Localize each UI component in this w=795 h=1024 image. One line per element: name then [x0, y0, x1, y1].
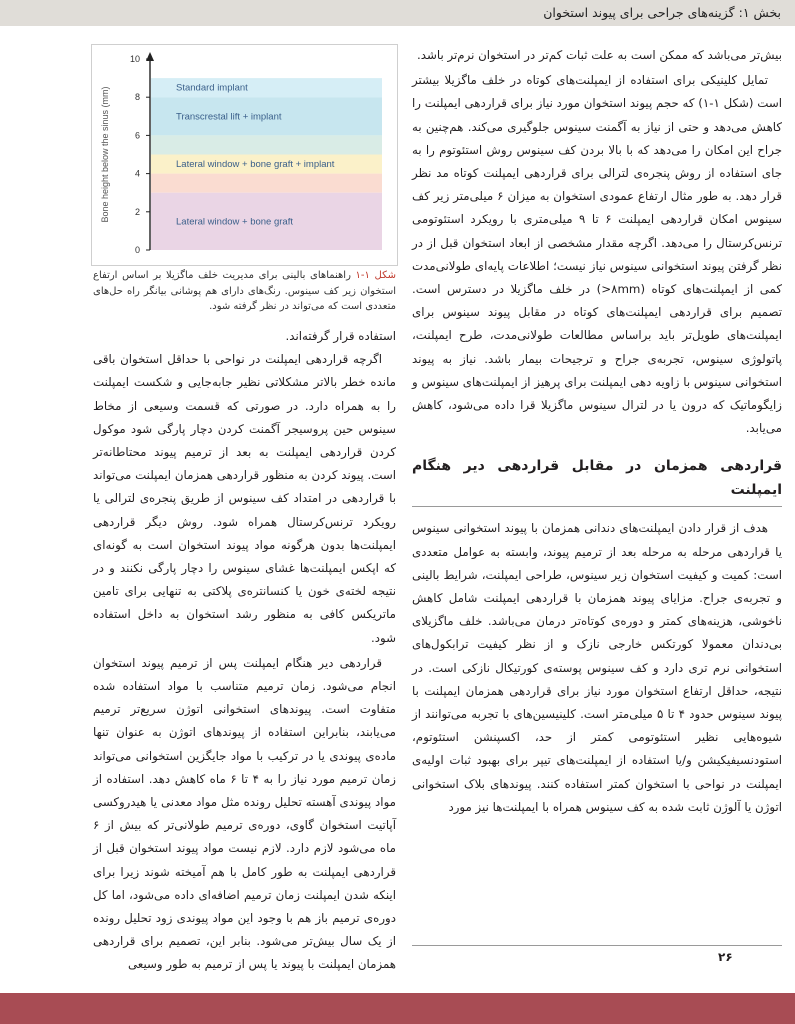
- footer-rule: [412, 945, 782, 946]
- right-column: [412, 44, 782, 819]
- section-heading: قراردهی همزمان در مقابل قراردهی دیر هنگام ایمپلنت: [412, 454, 782, 507]
- left-column: [93, 325, 396, 977]
- paragraph: اگرچه قراردهی ایمپلنت در نواحی با حداقل استخوان باقی مانده خطر بالاتر مشکلاتی نظیر جابه‌جایی و شکست ایمپلنت را به همراه دارد. در صورتی که قسمت وسیعی از مخاط سینوس حین پروسیجر آگمنت کردن دچار پارگی شود موکول کردن قراردهی ایمپلنت به بعد از ترمیم پیوند محتاطانه‌تر است. پیوند کردن به منظور قراردهی همزمان ایمپلنت می‌تواند با قراردهی در امتداد کف سینوس از طریق پنجره‌ی لترالی یا رویکرد ترنس‌کرستال همراه شود. روش دیگر قراردهی ایمپلنت‌ها بدون هرگونه مواد پیوند استخوان است به گونه‌ای که اپکس ایمپلنت‌ها غشای سینوس را دچار پارگی نکنند و در نتیجه لخته‌ی خون یا کنسانتره‌ی پلاکتی به تنهایی برای تامین ماتریکس کافی به منظور رشد استخوان به داخل استفاده شود.: [93, 352, 396, 645]
- bone-height-chart: [92, 45, 397, 265]
- band-label: Lateral window + bone graft: [176, 216, 293, 228]
- paragraph: قراردهی دیر هنگام ایمپلنت پس از ترمیم پیوند استخوان انجام می‌شود. زمان ترمیم متناسب با مواد استفاده شده متفاوت است. پیوندهای استخوانی اتوژن سریع‌تر ترمیم می‌یابند، بنابراین استفاده از پیوندهای اتوژن به عنوان تنها ماده‌ی پیوندی یا در ترکیب با مواد جایگزین استخوانی می‌تواند زمان ترمیم مورد نیاز را به ۴ تا ۶ ماه کاهش دهد. استفاده از مواد پیوندی آهسته تحلیل رونده مثل مواد معدنی یا هیدروکسی آپاتیت استخوان گاوی، دوره‌ی ترمیم طولانی‌تر که بیش از ۶ ماه می‌شود لازم دارد. لازم نیست مواد پیوند استخوان قبل از قراردهی ایمپلنت به طور کامل با هم آمیخته شوند زیرا برای اینکه شدن ایمپلنت زمان ترمیم اضافه‌ای داده می‌شود، اما کل دوره‌ی ترمیم باز هم با وجود این مواد پیوندی زود تحلیل رونده از یک سال بیش‌تر می‌شود. بنابر این، تصمیم برای قراردهی همزمان ایمپلنت با پیوند یا پس از ترمیم به طور وسیعی: [93, 655, 396, 972]
- y-tick-label: 2: [134, 206, 140, 217]
- figure-label: شکل ۱-۱: [355, 270, 396, 281]
- y-tick-label: 6: [134, 130, 140, 141]
- band-label: Standard implant: [176, 82, 248, 94]
- paragraph: تمایل کلینیکی برای استفاده از ایمپلنت‌های کوتاه در خلف ماگزیلا بیشتر است (شکل ۱-۱) که حجم پیوند استخوان مورد نیاز برای قراردهی ایمپلنت را کاهش می‌دهد و حتی از نیاز به آگمنت سینوس جلوگیری می‌کند. هم‌چنین به جراح این امکان را می‌دهد که با بالا بردن کف سینوس روش استئوتوم را به جای استفاده از روش پنجره‌ی لترالی برای قراردهی ایمپلنت کوتاه مد نظر قرار دهد. به طور مثال ارتفاع عمودی استخوان به میزان ۶ میلی‌متر زیر کف سینوس امکان قراردهی ایمپلنت ۶ تا ۹ میلی‌متری با رویکرد استئوتومی ترنس‌کرستال را می‌دهد. اگرچه مقدار مشخصی از ابعاد استخوان قبل از در نظر گرفتن پیوند استخوانی سینوس نیاز نیست؛ اطلاعات پایه‌ای طولانی‌مدت کمی از ایمپلنت‌های کوتاه (‎>۸mm‎) در خلف ماگزیلا در دسترس است. تصمیم برای قراردهی ایمپلنت‌های کوتاه در مقابل پیوند سینوس برای ایمپلنت‌های طویل‌تر باید براساس مطالعات طولانی‌مدت، طرح ایمپلنت، پاتولوژی سینوس، تجربه‌ی جراح و ترجیحات بیمار باشد. نیاز به پیوند استخوانی سینوس با زاویه دهی ایمپلنت برای پرهیز از ایمپلنت‌های سینوس و زایگوماتیک که درون یا در لترال سینوس ماگزیلا قرا داده می‌شود، کاهش می‌یابد.: [412, 73, 783, 436]
- paragraph: بیش‌تر می‌باشد که ممکن است به علت ثبات کم‌تر در استخوان نرم‌تر باشد.: [417, 48, 782, 62]
- y-tick-label: 4: [134, 168, 140, 179]
- paragraph: هدف از قرار دادن ایمپلنت‌های دندانی همزمان با پیوند استخوانی سینوس یا قراردهی مرحله به مرحله بعد از ترمیم پیوند، وابسته به عوامل متعددی است: کمیت و کیفیت استخوان زیر سینوس، طراحی ایمپلنت، شرایط بالینی و تجربه‌ی جراح. مزایای پیوند همزمان با قراردهی ایمپلنت شامل کاهش ناخوشی، هزینه‌های کمتر و دوره‌ی کوتاه‌تر درمان می‌باشد. خلف ماگزیلای بی‌دندان معمولا کورتکس خارجی نازک و از نظر کیفیت ترابکول‌های استخوانی نرم تری دارد و کف سینوس پوسته‌ی کورتیکال نازکی است. در نتیجه، حداقل ارتفاع استخوان مورد نیاز برای قراردهی همزمان ایمپلنت با پیوند سینوس حدود ۴ تا ۵ میلی‌متر است. کلینیسین‌های با تجربه می‌توانند از شیوه‌هایی نظیر استئوتومی کمتر از حد، اکسپنشن استئوتوم، استودنسیفیکیشن و/یا استفاده از ایمپلنت‌های تیپر برای بهبود ثبات اولیه‌ی ایمپلنت در نواحی با استخوان کمتر استفاده کنند. پیوندهای بلاک استخوانی اتوژن یا آلوژن ثابت شده به کف سینوس همراه با ایمپلنت‌ها نیز مورد: [412, 521, 782, 814]
- chart-band: [151, 135, 382, 154]
- y-tick-label: 10: [129, 54, 140, 64]
- page-number: ۲۶: [718, 950, 733, 964]
- chart-band: [151, 174, 382, 193]
- y-axis-label: Bone height below the sinus (mm): [100, 86, 110, 223]
- footer-band: [0, 993, 795, 1024]
- y-tick-label: 8: [134, 92, 140, 103]
- band-label: Lateral window + bone graft + implant: [176, 159, 335, 171]
- running-header: [0, 0, 795, 26]
- y-axis-arrow: [146, 52, 154, 61]
- figure-chart: [91, 44, 398, 266]
- band-label: Transcrestal lift + implant: [176, 111, 282, 123]
- figure-caption: [93, 268, 396, 315]
- chapter-title: بخش ۱: گزینه‌های جراحی برای پیوند استخوان: [543, 5, 781, 20]
- paragraph: استفاده قرار گرفته‌اند.: [285, 329, 396, 343]
- caption-text: راهنماهای بالینی برای مدیریت خلف ماگزیلا بر اساس ارتفاع استخوان زیر کف سینوس. رنگ‌های دارای هم پوشانی بیانگر راه حل‌های متعددی است که می‌تواند در نظر گرفته شود.: [93, 270, 396, 312]
- y-tick-label: 0: [134, 245, 140, 255]
